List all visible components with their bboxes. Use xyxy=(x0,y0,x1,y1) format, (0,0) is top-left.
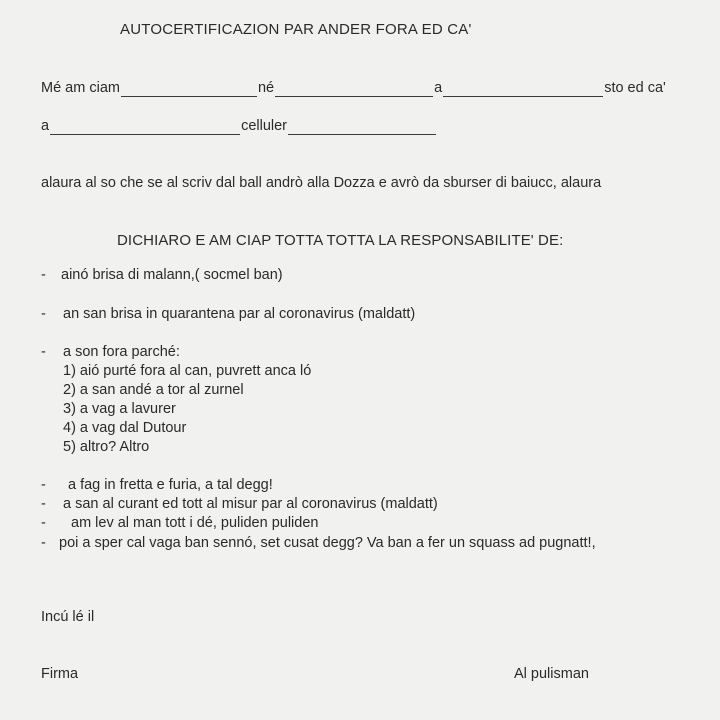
born-label: né xyxy=(257,80,275,96)
phone-field[interactable] xyxy=(288,121,436,135)
declaration-title: DICHIARO E AM CIAP TOTTA TOTTA LA RESPONSABILITE' DE: xyxy=(117,232,564,249)
list-item: - poi a sper cal vaga ban sennó, set cusat degg? Va ban a fer un squass ad pugnatt!, xyxy=(41,535,596,551)
list-item: - ainó brisa di malann,( socmel ban) xyxy=(41,267,283,283)
reason-item: 4) a vag dal Dutour xyxy=(63,420,187,436)
reason-item: 3) a vag a lavurer xyxy=(63,401,176,417)
officer-label: Al pulisman xyxy=(514,666,589,682)
birthplace-label: a xyxy=(434,80,443,96)
birth-date-field[interactable] xyxy=(275,83,433,97)
reason-item: 5) altro? Altro xyxy=(63,439,150,455)
personal-info-line xyxy=(41,79,666,97)
place-date-label: Incú lé il xyxy=(41,609,95,625)
residence-city-label: a xyxy=(41,118,50,134)
list-item: - am lev al man tott i dé, puliden puliden xyxy=(41,515,319,531)
phone-label: celluler xyxy=(241,118,288,134)
list-item: - a son fora parché: xyxy=(41,344,180,360)
birthplace-field[interactable] xyxy=(443,83,603,97)
signature-label: Firma xyxy=(41,666,79,682)
name-label: Mé am ciam xyxy=(41,80,120,96)
residence-city-field[interactable] xyxy=(50,121,240,135)
residence-label: sto ed ca' xyxy=(604,80,666,96)
reason-item: 1) aió purté fora al can, puvrett anca ló xyxy=(63,363,312,379)
contact-info-line xyxy=(41,117,437,135)
form-title: AUTOCERTIFICAZION PAR ANDER FORA ED CA' xyxy=(120,21,472,38)
name-field[interactable] xyxy=(121,83,257,97)
list-item: - a fag in fretta e furia, a tal degg! xyxy=(41,477,273,493)
list-item: - a san al curant ed tott al misur par al coronavirus (maldatt) xyxy=(41,496,438,512)
reason-item: 2) a san andé a tor al zurnel xyxy=(63,382,244,398)
list-item: - an san brisa in quarantena par al coronavirus (maldatt) xyxy=(41,306,416,322)
statement-text: alaura al so che se al scriv dal ball andrò alla Dozza e avrò da sburser di baiucc, alaura xyxy=(41,175,602,191)
